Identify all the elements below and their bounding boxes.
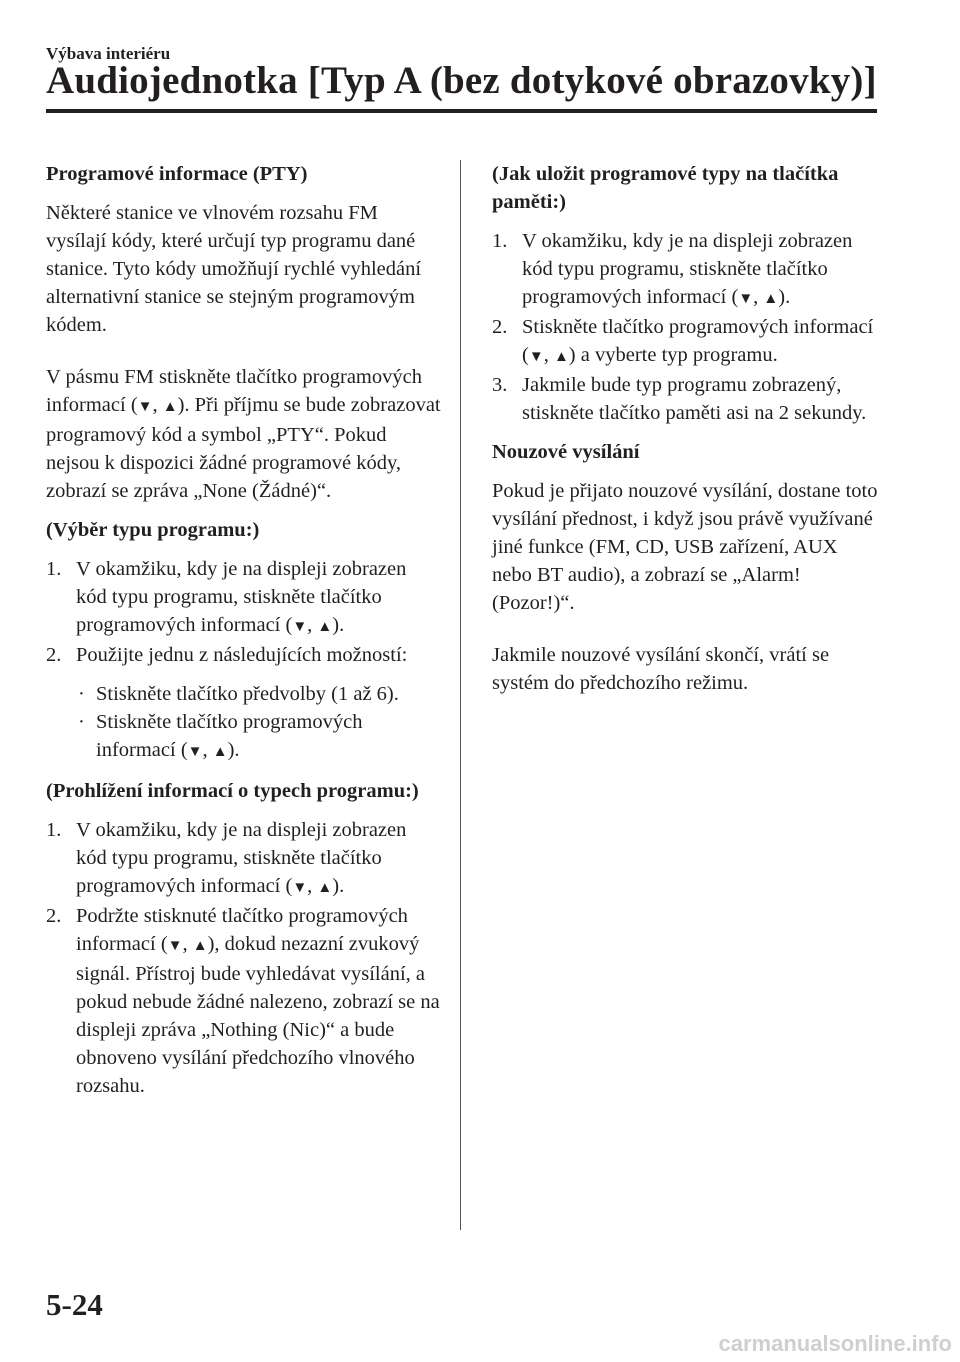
- step-text-b: ) a vyberte typ programu.: [568, 344, 778, 366]
- down-arrow-icon: ▼: [137, 399, 153, 415]
- list-item: 2. Stiskněte tlačítko programových informací (▼, ▲) a vyberte typ programu.: [492, 313, 882, 371]
- browse-info-steps: [46, 816, 441, 1100]
- step-number: 3.: [492, 374, 508, 396]
- up-arrow-icon: ▲: [162, 399, 178, 415]
- step-text-a: V okamžiku, kdy je na displeji zobrazen kód typu programu, stiskněte tlačítko programových informací (: [522, 230, 853, 308]
- emergency-heading: Nouzové vysílání: [492, 441, 640, 463]
- list-item: 1. V okamžiku, kdy je na displeji zobrazen kód typu programu, stiskněte tlačítko programových informací (▼, ▲).: [492, 227, 882, 313]
- section-label: Výbava interiéru: [46, 44, 171, 63]
- title-rule: [46, 109, 877, 113]
- list-item: 1. V okamžiku, kdy je na displeji zobrazen kód typu programu, stiskněte tlačítko programových informací (▼, ▲).: [46, 555, 441, 641]
- step-number: 1.: [492, 230, 508, 252]
- pty-usage-paragraph: V pásmu FM stiskněte tlačítko programových informací (▼, ▲). Při příjmu se bude zobrazovat programový kód a symbol „PTY“. Pokud nejsou k dispozici žádné programové kódy, zobrazí se zpráva „None (Žádné)“.: [46, 366, 441, 502]
- down-arrow-icon: ▼: [528, 349, 544, 365]
- store-type-steps: [492, 227, 882, 427]
- down-arrow-icon: ▼: [167, 938, 183, 954]
- bullet-text: Stiskněte tlačítko předvolby (1 až 6).: [96, 683, 399, 705]
- step-number: 2.: [492, 316, 508, 338]
- bullet-text-b: ).: [227, 739, 240, 761]
- step-text-a: Stiskněte tlačítko programových informací (: [522, 316, 874, 366]
- step-text: Použijte jednu z následujících možností:: [76, 644, 408, 666]
- column-divider: [460, 160, 461, 1230]
- up-arrow-icon: ▲: [763, 291, 779, 307]
- page-title: Audiojednotka [Typ A (bez dotykové obrazovky)]: [46, 59, 877, 102]
- list-item: 1. V okamžiku, kdy je na displeji zobrazen kód typu programu, stiskněte tlačítko programových informací (▼, ▲).: [46, 816, 441, 902]
- page-number: 5-24: [46, 1287, 103, 1322]
- list-item: [46, 641, 441, 669]
- step-text-a: Podržte stisknuté tlačítko programových informací (: [76, 905, 408, 955]
- bullet-dot-icon: ·: [78, 683, 85, 705]
- up-arrow-icon: ▲: [317, 619, 333, 635]
- step-number: 2.: [46, 644, 62, 666]
- emergency-end-paragraph: Jakmile nouzové vysílání skončí, vrátí se systém do předchozího režimu.: [492, 644, 830, 694]
- step-number: 1.: [46, 819, 62, 841]
- list-item: 2. Podržte stisknuté tlačítko programových informací (▼, ▲), dokud nezazní zvukový signál. Přístroj bude vyhledávat vysílání, a pokud nebude žádné nalezeno, zobrazí se na displeji zpráva „Nothing (Nic)“ a bude obnoveno vysílání předchozího vlnového rozsahu.: [46, 902, 441, 1100]
- step-text-a: V okamžiku, kdy je na displeji zobrazen kód typu programu, stiskněte tlačítko programových informací (: [76, 819, 407, 897]
- pty-usage-text-a: V pásmu FM stiskněte tlačítko programových informací (: [46, 366, 422, 416]
- left-column: [46, 160, 441, 1111]
- select-type-steps: [46, 555, 441, 669]
- select-type-heading: (Výběr typu programu:): [46, 519, 260, 541]
- browse-info-heading: (Prohlížení informací o typech programu:): [46, 780, 419, 802]
- bullet-text-a: Stiskněte tlačítko programových informací (: [96, 711, 363, 761]
- list-item: · Stiskněte tlačítko programových informací (▼, ▲).: [76, 708, 441, 766]
- step-number: 2.: [46, 905, 62, 927]
- up-arrow-icon: ▲: [212, 744, 228, 760]
- down-arrow-icon: ▼: [292, 619, 308, 635]
- option-bullets: [46, 680, 441, 766]
- step-text-b: ).: [332, 614, 345, 636]
- down-arrow-icon: ▼: [738, 291, 754, 307]
- store-type-heading: (Jak uložit programové typy na tlačítka paměti:): [492, 163, 839, 213]
- watermark: carmanualsonline.info: [718, 1331, 952, 1356]
- list-item: [76, 680, 441, 708]
- down-arrow-icon: ▼: [187, 744, 203, 760]
- up-arrow-icon: ▲: [317, 880, 333, 896]
- pty-heading: Programové informace (PTY): [46, 163, 308, 185]
- pty-intro-paragraph: Některé stanice ve vlnovém rozsahu FM vysílají kódy, které určují typ programu dané stanice. Tyto kódy umožňují rychlé vyhledání alternativní stanice se stejným programovým kódem.: [46, 202, 422, 336]
- down-arrow-icon: ▼: [292, 880, 308, 896]
- step-text-b: ), dokud nezazní zvukový signál. Přístroj bude vyhledávat vysílání, a pokud nebude žádné nalezeno, zobrazí se na displeji zpráva „Nothing (Nic)“ a bude obnoveno vysílání předchozího vlnového rozsahu.: [76, 933, 440, 1097]
- bullet-dot-icon: ·: [78, 711, 85, 733]
- step-number: 1.: [46, 558, 62, 580]
- step-text: Jakmile bude typ programu zobrazený, stiskněte tlačítko paměti asi na 2 sekundy.: [522, 374, 867, 424]
- right-column: [492, 160, 882, 708]
- up-arrow-icon: ▲: [192, 938, 208, 954]
- up-arrow-icon: ▲: [553, 349, 569, 365]
- emergency-paragraph: Pokud je přijato nouzové vysílání, dostane toto vysílání přednost, i když jsou právě využívané jiné funkce (FM, CD, USB zařízení, AUX nebo BT audio), a zobrazí se „Alarm! (Pozor!)“.: [492, 480, 878, 614]
- step-text-b: ).: [332, 875, 345, 897]
- list-item: [492, 371, 882, 427]
- step-text-a: V okamžiku, kdy je na displeji zobrazen kód typu programu, stiskněte tlačítko programových informací (: [76, 558, 407, 636]
- pty-usage-text-b: ). Při příjmu se bude zobrazovat programový kód a symbol „PTY“. Pokud nejsou k dispozici žádné programové kódy, zobrazí se zpráva „None (Žádné)“.: [46, 394, 441, 502]
- step-text-b: ).: [778, 286, 791, 308]
